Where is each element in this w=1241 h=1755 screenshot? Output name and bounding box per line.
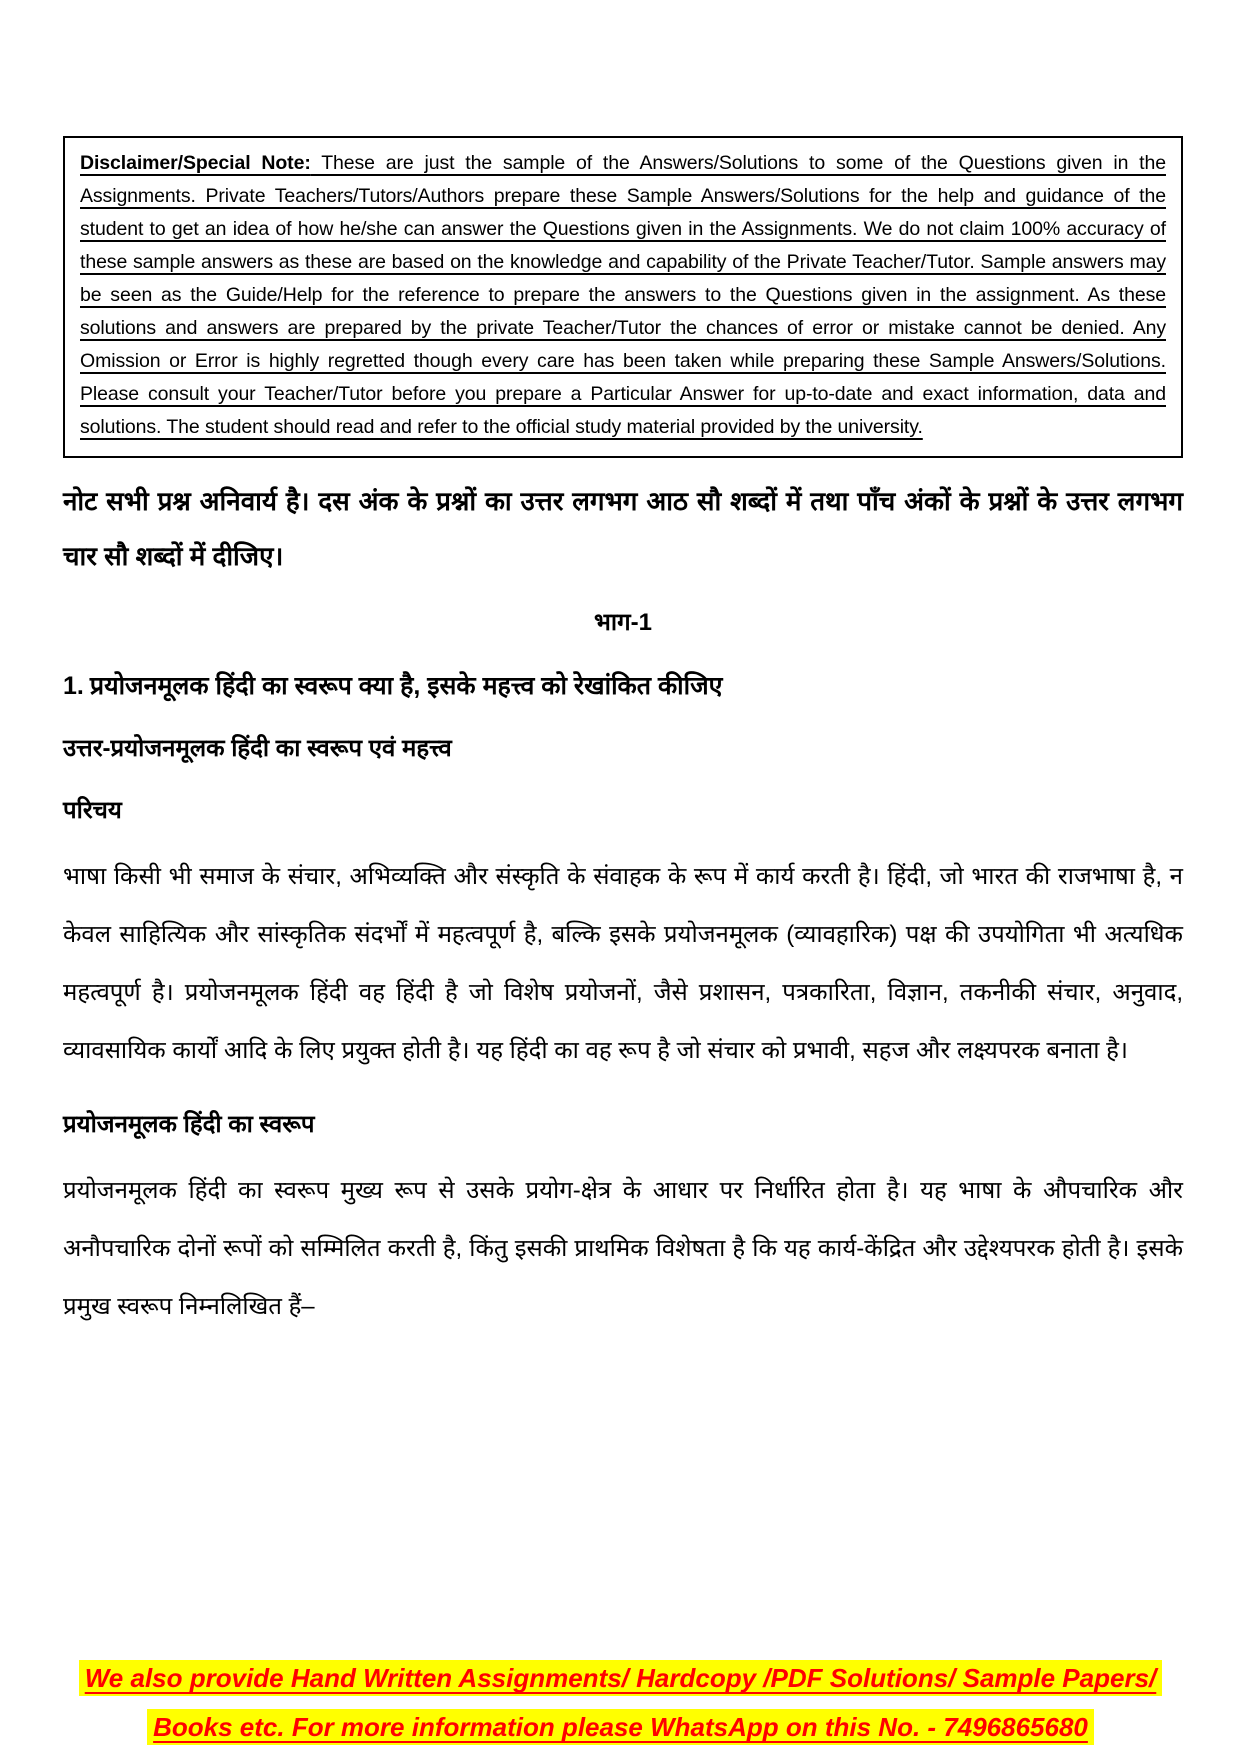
document-content xyxy=(63,136,1183,1336)
footer-line-2-text: Books etc. For more information please WhatsApp on this No. - 7496865680 xyxy=(147,1709,1094,1745)
disclaimer-label: Disclaimer/Special Note: xyxy=(80,152,311,174)
mandatory-note: नोट सभी प्रश्न अनिवार्य है। दस अंक के प्रश्नों का उत्तर लगभग आठ सौ शब्दों में तथा पाँच अंकों के प्रश्नों के उत्तर लगभग चार सौ शब्दों में दीजिए। xyxy=(63,486,1183,571)
section-heading-introduction: परिचय xyxy=(63,797,122,824)
question-number: 1. xyxy=(63,672,84,700)
answer-heading: उत्तर-प्रयोजनमूलक हिंदी का स्वरूप एवं महत्त्व xyxy=(63,735,452,762)
footer-line-2 xyxy=(0,1705,1241,1754)
disclaimer-text: These are just the sample of the Answers/Solutions to some of the Questions given in the Assignments. Private Teachers/Tutors/Authors prepare these Sample Answers/Solutions for the help and guidance of the student to get an idea of how he/she can answer the Questions given in the Assignments. We do not claim 100% accuracy of these sample answers as these are based on the knowledge and capability of the Private Teacher/Tutor. Sample answers may be seen as the Guide/Help for the reference to prepare the answers to the Questions given in the assignment. As these solutions and answers are prepared by the private Teacher/Tutor the chances of error or mistake cannot be denied. Any Omission or Error is highly regretted though every care has been taken while preparing these Sample Answers/Solutions. Please consult your Teacher/Tutor before you prepare a Particular Answer for up-to-date and exact information, data and solutions. The student should read and refer to the official study material provided by the university. xyxy=(80,152,1166,438)
question-heading xyxy=(63,668,1183,704)
footer-line-1-text: We also provide Hand Written Assignments/ Hardcopy /PDF Solutions/ Sample Papers/ xyxy=(79,1660,1163,1696)
section-body-introduction: भाषा किसी भी समाज के संचार, अभिव्यक्ति और संस्कृति के संवाहक के रूप में कार्य करती है। हिंदी, जो भारत की राजभाषा है, न केवल साहित्यिक और सांस्कृतिक संदर्भों में महत्वपूर्ण है, बल्कि इसके प्रयोजनमूलक (व्यावहारिक) पक्ष की उपयोगिता भी अत्यधिक महत्वपूर्ण है। प्रयोजनमूलक हिंदी वह हिंदी है जो विशेष प्रयोजनों, जैसे प्रशासन, पत्रकारिता, विज्ञान, तकनीकी संचार, अनुवाद, व्यावसायिक कार्यों आदि के लिए प्रयुक्त होती है। यह हिंदी का वह रूप है जो संचार को प्रभावी, सहज और लक्ष्यपरक बनाता है। xyxy=(63,863,1183,1064)
part-heading: भाग-1 xyxy=(594,609,652,636)
section-body-swaroop: प्रयोजनमूलक हिंदी का स्वरूप मुख्य रूप से उसके प्रयोग-क्षेत्र के आधार पर निर्धारित होता है। यह भाषा के औपचारिक और अनौपचारिक दोनों रूपों को सम्मिलित करती है, किंतु इसकी प्राथमिक विशेषता है कि यह कार्य-केंद्रित और उद्देश्यपरक होती है। इसके प्रमुख स्वरूप निम्नलिखित हैं– xyxy=(63,1177,1183,1320)
disclaimer-box xyxy=(63,136,1183,458)
footer-banner xyxy=(0,1656,1241,1754)
question-text: प्रयोजनमूलक हिंदी का स्वरूप क्या है, इसके महत्त्व को रेखांकित कीजिए xyxy=(89,672,723,700)
footer-line-1 xyxy=(0,1656,1241,1705)
disclaimer-paragraph xyxy=(80,147,1166,444)
section-heading-swaroop: प्रयोजनमूलक हिंदी का स्वरूप xyxy=(63,1111,315,1138)
